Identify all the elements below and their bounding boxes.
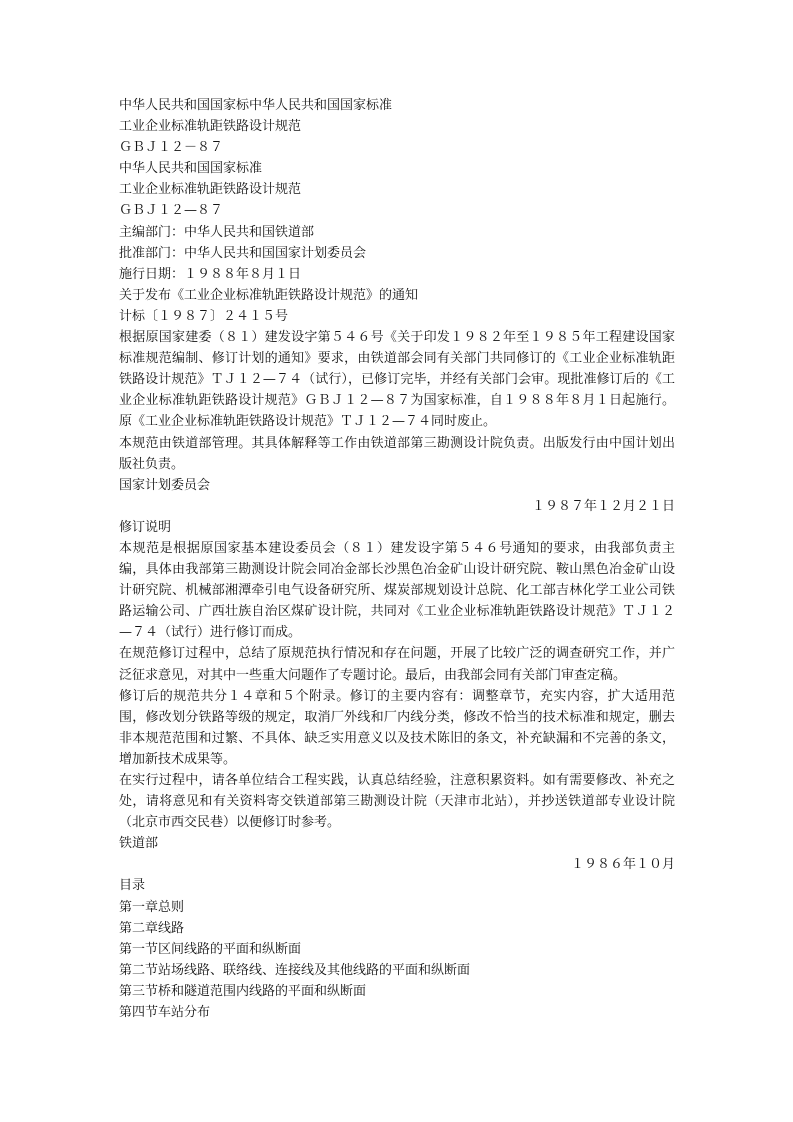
toc-item: 第一章总则 (119, 899, 185, 915)
revision-title: 修订说明 (119, 519, 172, 535)
notice-doc-number: 计标〔１９８７〕２４１５号 (119, 308, 289, 324)
standard-header-1: 中华人民共和国国家标中华人民共和国国家标准 (119, 98, 393, 113)
approver-department: 批准部门：中华人民共和国国家计划委员会 (119, 245, 367, 261)
standard-code-2: ＧＢＪ１２—８７ (119, 203, 224, 219)
standard-title-1: 工业企业标准轨距铁路设计规范 (119, 119, 302, 135)
editor-department: 主编部门：中华人民共和国铁道部 (119, 224, 315, 240)
revision-date: １９８６年１０月 (570, 857, 675, 873)
effective-date: 施行日期：１９８８年８月１日 (119, 266, 302, 282)
revision-paragraph-4: 在实行过程中，请各单位结合工程实践，认真总结经验，注意积累资料。如有需要修改、补充之处，请将意见和有关资料寄交铁道部第三勘测设计院（天津市北站），并抄送铁道部专业设计院（北京市西交民巷）以便修订时参考。 (119, 773, 675, 831)
notice-signer: 国家计划委员会 (119, 477, 211, 493)
notice-date: １９８７年１２月２１日 (531, 498, 675, 514)
notice-title: 关于发布《工业企业标准轨距铁路设计规范》的通知 (119, 287, 419, 303)
toc-item: 第四节车站分布 (119, 1005, 211, 1021)
toc-item: 第二章线路 (119, 920, 185, 936)
standard-title-2: 工业企业标准轨距铁路设计规范 (119, 182, 302, 198)
document-page (119, 95, 675, 1023)
standard-code-1: ＧＢＪ１２－８７ (119, 140, 224, 156)
notice-paragraph-2: 本规范由铁道部管理。其具体解释等工作由铁道部第三勘测设计院负责。出版发行由中国计划出版社负责。 (119, 435, 675, 472)
toc-item: 第二节站场线路、联络线、连接线及其他线路的平面和纵断面 (119, 962, 471, 978)
revision-paragraph-3: 修订后的规范共分１４章和５个附录。修订的主要内容有：调整章节，充实内容，扩大适用范围，修改划分铁路等级的规定，取消厂外线和厂内线分类，修改不恰当的技术标准和规定，删去非本规范范围和过繁、不具体、缺乏实用意义以及技术陈旧的条文，补充缺漏和不完善的条文，增加新技术成果等。 (119, 688, 675, 767)
notice-paragraph-1: 根据原国家建委（８１）建发设字第５４６号《关于印发１９８２年至１９８５年工程建设国家标准规范编制、修订计划的通知》要求，由铁道部会同有关部门共同修订的《工业企业标准轨距铁路设计规范》ＴＪ１２—７４（试行），已修订完毕，并经有关部门会审。现批准修订后的《工业企业标准轨距铁路设计规范》ＧＢＪ１２—８７为国家标准，自１９８８年８月１日起施行。原《工业企业标准轨距铁路设计规范》ＴＪ１２—７４同时废止。 (119, 330, 675, 430)
toc-title: 目录 (119, 878, 146, 894)
revision-signer: 铁道部 (119, 836, 159, 852)
standard-header-2: 中华人民共和国国家标准 (119, 161, 263, 177)
toc-item: 第三节桥和隧道范围内线路的平面和纵断面 (119, 983, 367, 999)
revision-paragraph-2: 在规范修订过程中，总结了原规范执行情况和存在问题，开展了比较广泛的调查研究工作，并广泛征求意见，对其中一些重大问题作了专题讨论。最后，由我部会同有关部门审查定稿。 (119, 646, 675, 683)
revision-paragraph-1: 本规范是根据原国家基本建设委员会（８１）建发设字第５４６号通知的要求，由我部负责主编，具体由我部第三勘测设计院会同冶金部长沙黑色冶金矿山设计研究院、鞍山黑色冶金矿山设计研究院、机械部湘潭牵引电气设备研究所、煤炭部规划设计总院、化工部吉林化学工业公司铁路运输公司、广西壮族自治区煤矿设计院，共同对《工业企业标准轨距铁路设计规范》ＴＪ１２—７４（试行）进行修订而成。 (119, 540, 675, 641)
toc-item: 第一节区间线路的平面和纵断面 (119, 941, 302, 957)
